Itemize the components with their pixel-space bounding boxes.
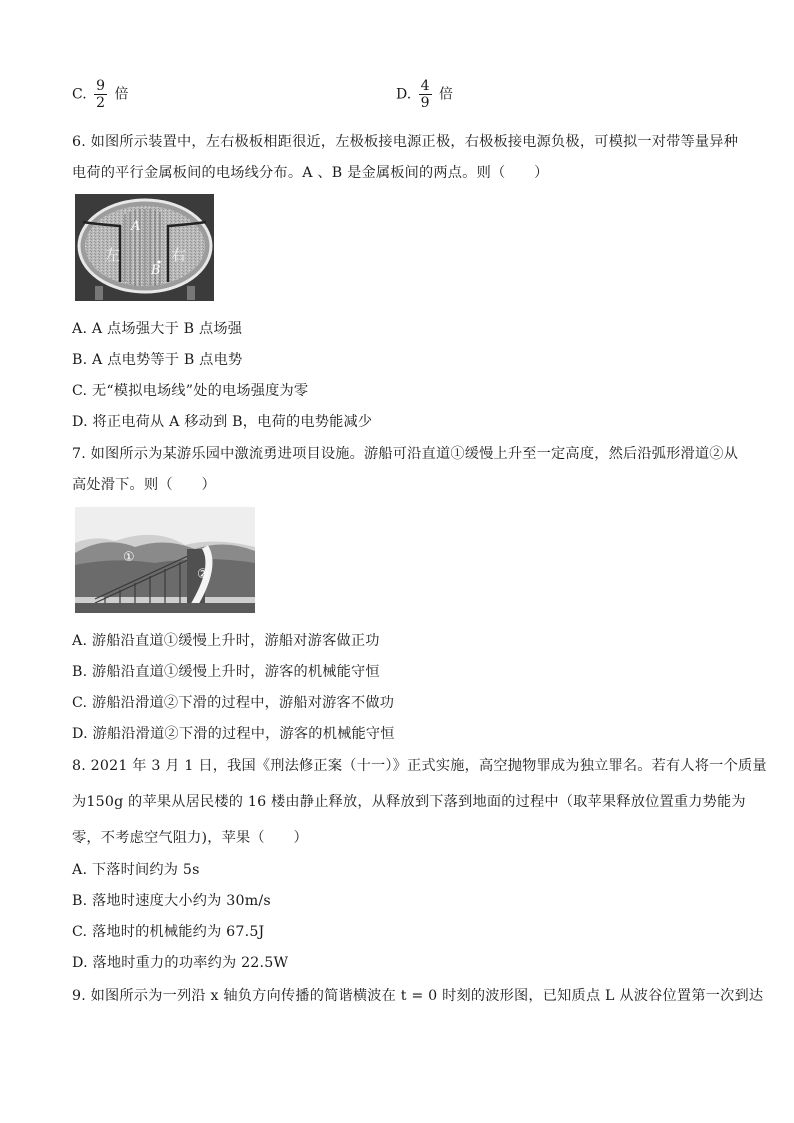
fraction-9-2 (94, 78, 107, 111)
fraction-numerator: 4 (420, 78, 430, 94)
fraction-4-9 (419, 78, 432, 111)
option-c-prev (72, 78, 129, 111)
q6-option-a: A. A 点场强大于 B 点场强 (72, 321, 243, 337)
electric-field-dish-illustration (75, 194, 214, 301)
fraction-denominator: 2 (96, 95, 106, 111)
q6-option-b: B. A 点电势等于 B 点电势 (72, 352, 243, 368)
q6-stem-line2: 电荷的平行金属板间的电场线分布。A 、B 是金属板间的两点。则（ ） (72, 165, 549, 181)
option-c-label: C. (72, 86, 87, 103)
q7-option-c: C. 游船沿滑道②下滑的过程中，游船对游客不做功 (72, 695, 395, 711)
q9-stem-line1: 9. 如图所示为一列沿 x 轴负方向传播的简谐横波在 t = 0 时刻的波形图，已知质点 L 从波谷位置第一次到达 (72, 988, 764, 1004)
q6-point-a-label: A (131, 219, 141, 234)
q8-option-a: A. 下落时间约为 5s (72, 862, 200, 878)
option-d-label: D. (396, 86, 412, 103)
q6-option-d: D. 将正电荷从 A 移动到 B，电荷的电势能减少 (72, 414, 373, 430)
q8-stem-line3: 零，不考虑空气阻力)，苹果（ ） (72, 830, 308, 846)
q8-stem-line2: 为150g 的苹果从居民楼的 16 楼由静止释放，从释放到下落到地面的过程中（取苹果释放位置重力势能为 (72, 794, 746, 810)
q7-label-straight-track: ① (123, 550, 135, 565)
q6-electric-field-photo (75, 194, 214, 301)
q7-water-ride-photo (75, 507, 255, 613)
option-d-prev (396, 78, 453, 111)
q7-option-a: A. 游船沿直道①缓慢上升时，游船对游客做正功 (72, 633, 380, 649)
water-ride-illustration (75, 507, 255, 613)
fraction-numerator: 9 (96, 78, 106, 94)
q7-stem-line1: 7. 如图所示为某游乐园中激流勇进项目设施。游船可沿直道①缓慢上升至一定高度，然后沿弧形滑道②从 (72, 446, 739, 462)
fraction-denominator: 9 (420, 95, 430, 111)
q8-option-c: C. 落地时的机械能约为 67.5J (72, 924, 265, 940)
q6-option-c: C. 无“模拟电场线”处的电场强度为零 (72, 383, 309, 399)
option-c-suffix: 倍 (114, 86, 129, 103)
q7-option-d: D. 游船沿滑道②下滑的过程中，游客的机械能守恒 (72, 726, 395, 742)
q6-left-plate-label: 左 (105, 246, 121, 264)
q8-option-b: B. 落地时速度大小约为 30m/s (72, 893, 271, 909)
q6-point-b-label: B (151, 263, 161, 278)
option-d-suffix: 倍 (439, 86, 454, 103)
q6-right-plate-label: 右 (171, 246, 187, 264)
q7-stem-line2: 高处滑下。则（ ） (72, 477, 216, 493)
q7-option-b: B. 游船沿直道①缓慢上升时，游客的机械能守恒 (72, 664, 380, 680)
q7-label-curved-slide: ② (197, 567, 209, 582)
q8-option-d: D. 落地时重力的功率约为 22.5W (72, 955, 289, 971)
q8-stem-line1: 8. 2021 年 3 月 1 日，我国《刑法修正案（十一）》正式实施，高空抛物罪成为独立罪名。若有人将一个质量 (72, 758, 767, 774)
q6-stem-line1: 6. 如图所示装置中，左右极板相距很近，左极板接电源正极，右极板接电源负极，可模拟一对带等量异种 (72, 134, 739, 150)
